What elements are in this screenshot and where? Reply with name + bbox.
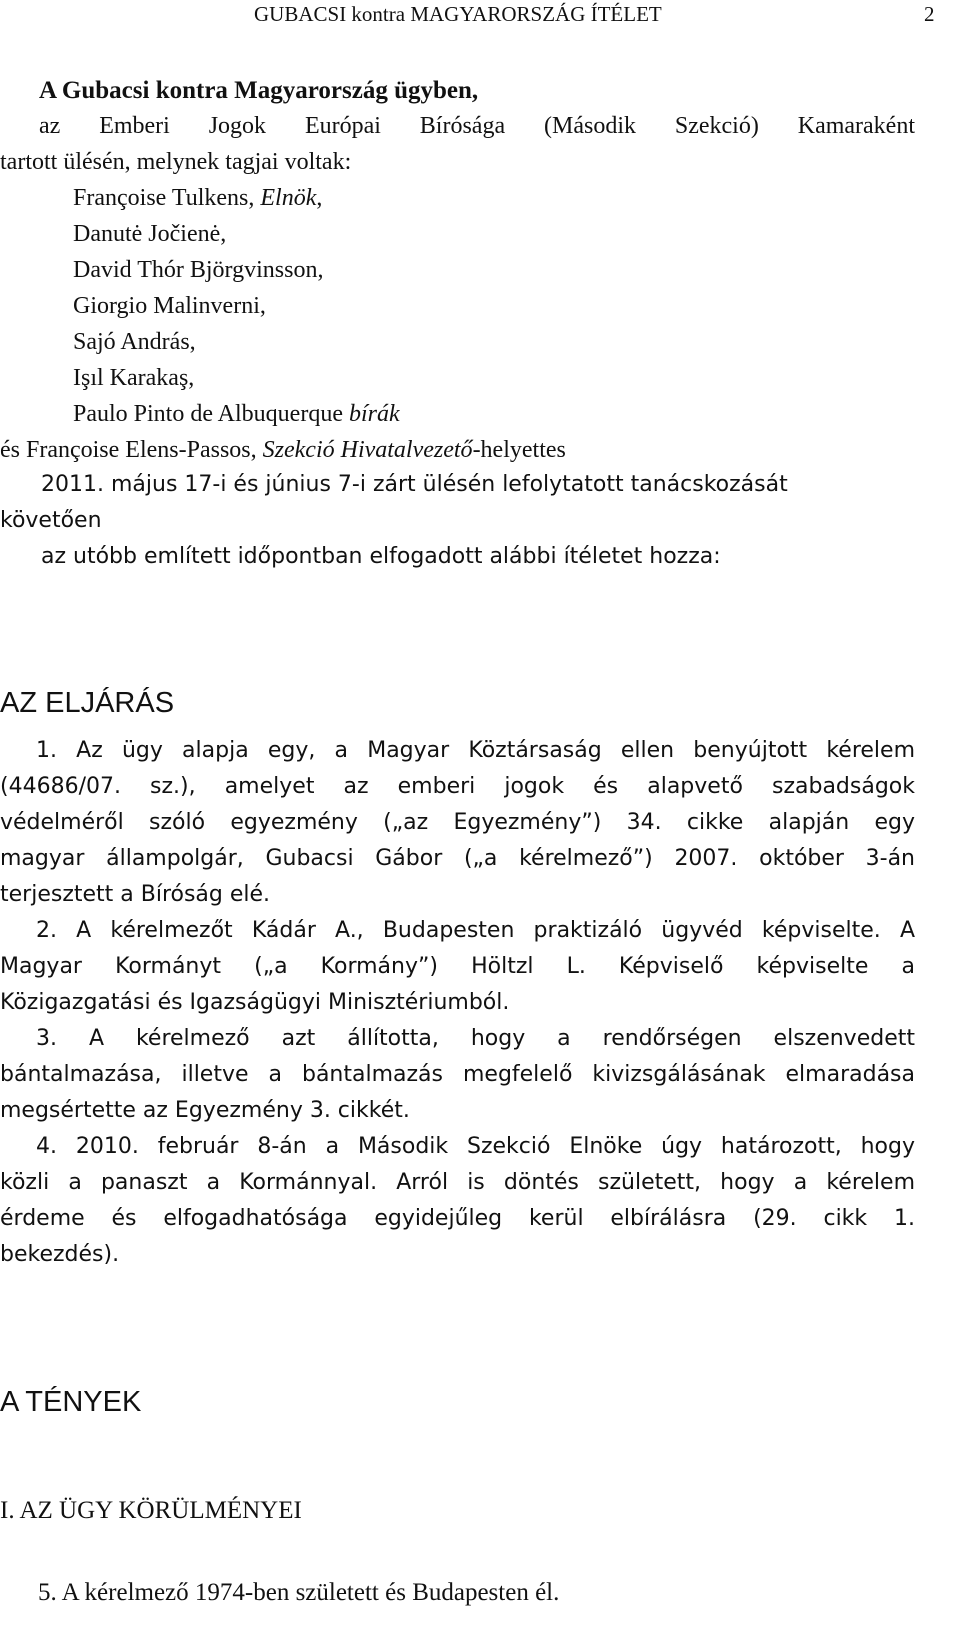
running-header-title: GUBACSI kontra MAGYARORSZÁG ÍTÉLET <box>254 2 662 26</box>
procedure-line-text: bántalmazása, illetve a bántalmazás megfelelő kivizsgálásának elmaradása <box>0 1062 915 1087</box>
registrar-role: Szekció Hivatalvezető <box>262 437 473 463</box>
procedure-line: Közigazgatási és Igazságügyi Minisztériumból. <box>0 990 510 1015</box>
procedure-line: terjesztett a Bíróság elé. <box>0 882 271 907</box>
procedure-line <box>36 916 915 946</box>
procedure-line-text: közli a panaszt a Kormánnyal. Arról is döntés született, hogy a kérelem <box>0 1170 915 1195</box>
heading-facts: A TÉNYEK <box>0 1386 142 1418</box>
procedure-line: megsértette az Egyezmény 3. cikkét. <box>0 1098 410 1123</box>
procedure-line-text: 3. A kérelmező azt állította, hogy a rendőrségen elszenvedett <box>36 1026 915 1051</box>
procedure-line <box>0 772 915 802</box>
procedure-line <box>0 952 915 982</box>
judge-3: David Thór Björgvinsson, <box>73 257 324 283</box>
registrar-name: és Françoise Elens-Passos, <box>0 437 263 463</box>
judge-7-role: bírák <box>348 401 400 427</box>
deliberation-line-2: követően <box>0 508 102 533</box>
procedure-line <box>36 1132 915 1162</box>
procedure-line-text: érdeme és elfogadhatósága egyidejűleg kerül elbírálásra (29. cikk 1. <box>0 1206 915 1231</box>
procedure-line-text: (44686/07. sz.), amelyet az emberi jogok és alapvető szabadságok <box>0 774 915 799</box>
court-line-1 <box>39 111 915 141</box>
procedure-line <box>0 1168 915 1198</box>
procedure-line <box>0 808 915 838</box>
deliberation-line-3: az utóbb említett időpontban elfogadott alábbi ítéletet hozza: <box>41 544 721 569</box>
subheading-circumstances: I. AZ ÜGY KÖRÜLMÉNYEI <box>0 1497 302 1524</box>
procedure-line <box>0 844 915 874</box>
procedure-line-text: 4. 2010. február 8-án a Második Szekció Elnöke úgy határozott, hogy <box>36 1134 915 1159</box>
judge-7 <box>73 399 400 429</box>
court-line-1-text: az Emberi Jogok Európai Bírósága (Második Szekció) Kamaraként <box>39 113 915 139</box>
procedure-line <box>36 736 915 766</box>
judge-4: Giorgio Malinverni, <box>73 293 266 319</box>
procedure-line-text: védelméről szóló egyezmény („az Egyezmény”) 34. cikke alapján egy <box>0 810 915 835</box>
judge-5: Sajó András, <box>73 329 196 355</box>
judge-2: Danutė Jočienė, <box>73 221 227 247</box>
procedure-line-text: 1. Az ügy alapja egy, a Magyar Köztársaság ellen benyújtott kérelem <box>36 738 915 763</box>
procedure-line <box>0 1060 915 1090</box>
procedure-line-text: Magyar Kormányt („a Kormány”) Höltzl L. Képviselő képviselte a <box>0 954 915 979</box>
judge-1-name: Françoise Tulkens, <box>73 185 261 211</box>
judge-7-name: Paulo Pinto de Albuquerque <box>73 401 349 427</box>
case-title: A Gubacsi kontra Magyarország ügyben, <box>39 77 479 104</box>
deliberation-line-1: 2011. május 17-i és június 7-i zárt ülésén lefolytatott tanácskozását <box>41 472 788 497</box>
registrar-suffix: -helyettes <box>472 437 566 463</box>
paragraph-5: 5. A kérelmező 1974-ben született és Budapesten él. <box>38 1579 560 1606</box>
judge-president <box>73 183 322 213</box>
judge-1-role: Elnök <box>260 185 317 211</box>
heading-procedure: AZ ELJÁRÁS <box>0 687 175 719</box>
judge-6: Işıl Karakaş, <box>73 365 195 391</box>
procedure-line <box>36 1024 915 1054</box>
procedure-line <box>0 1204 915 1234</box>
page-number: 2 <box>924 2 935 26</box>
procedure-line: bekezdés). <box>0 1242 120 1267</box>
registrar-line <box>0 435 566 465</box>
court-line-2: tartott ülésén, melynek tagjai voltak: <box>0 149 352 175</box>
procedure-line-text: 2. A kérelmezőt Kádár A., Budapesten praktizáló ügyvéd képviselte. A <box>36 918 915 943</box>
procedure-line-text: magyar állampolgár, Gubacsi Gábor („a kérelmező”) 2007. október 3-án <box>0 846 915 871</box>
judge-1-suffix: , <box>316 185 323 211</box>
